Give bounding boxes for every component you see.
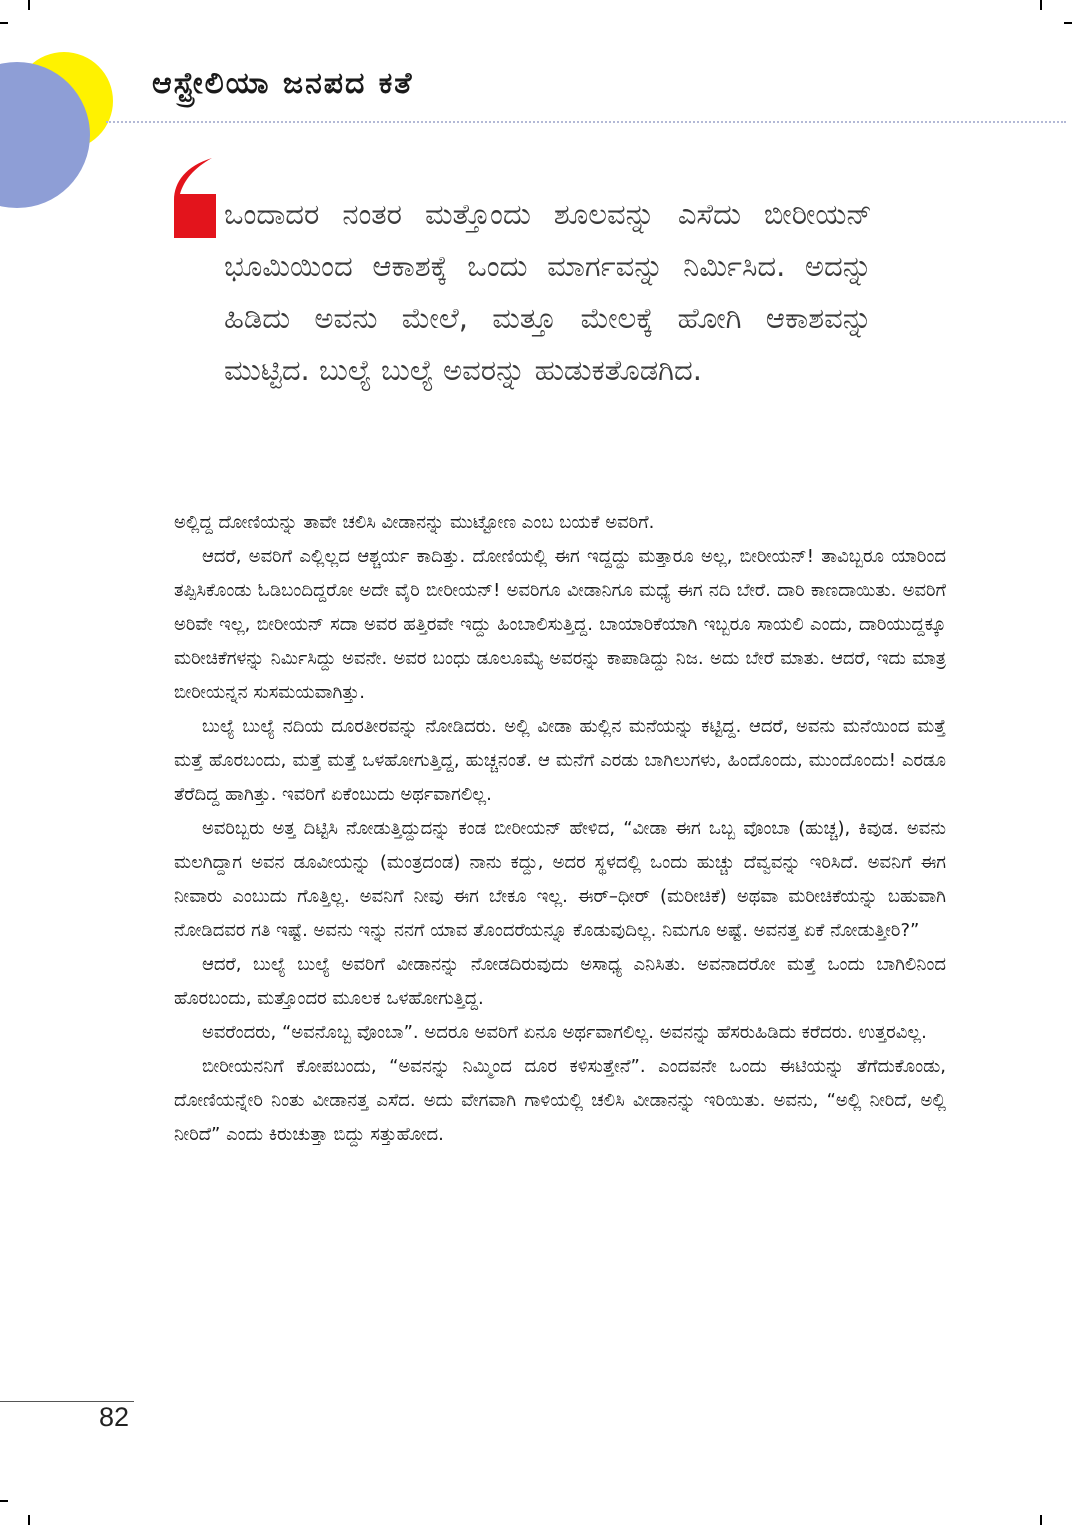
story-body [174,506,946,1152]
header-decoration [0,0,130,220]
paragraph: ಬುಲ್ಯೆ ಬುಲ್ಯೆ ನದಿಯ ದೂರತೀರವನ್ನು ನೋಡಿದರು. ಅಲ್ಲಿ ವೀಡಾ ಹುಲ್ಲಿನ ಮನೆಯನ್ನು ಕಟ್ಟಿದ್ದ. ಆದರೆ, ಅವನು ಮನೆಯಿಂದ ಮತ್ತೆ ಮತ್ತೆ ಹೊರಬಂದು, ಮತ್ತೆ ಮತ್ತೆ ಒಳಹೋಗುತ್ತಿದ್ದ, ಹುಚ್ಚನಂತೆ. ಆ ಮನೆಗೆ ಎರಡು ಬಾಗಿಲುಗಳು, ಹಿಂದೊಂದು, ಮುಂದೊಂದು! ಎರಡೂ ತೆರೆದಿದ್ದ ಹಾಗಿತ್ತು. ಇವರಿಗೆ ಏಕೆಂಬುದು ಅರ್ಥವಾಗಲಿಲ್ಲ. [174,716,946,805]
pull-quote: ಒಂದಾದರ ನಂತರ ಮತ್ತೊಂದು ಶೂಲವನ್ನು ಎಸೆದು ಬೀರೀಯನ್ ಭೂಮಿಯಿಂದ ಆಕಾಶಕ್ಕೆ ಒಂದು ಮಾರ್ಗವನ್ನು ನಿರ್ಮಿಸಿದ. ಅದನ್ನು ಹಿಡಿದು ಅವನು ಮೇಲೆ, ಮತ್ತೂ ಮೇಲಕ್ಕೆ ಹೋಗಿ ಆಕಾಶವನ್ನು ಮುಟ್ಟಿದ. ಬುಲ್ಯೆ ಬುಲ್ಯೆ ಅವರನ್ನು ಹುಡುಕತೊಡಗಿದ. [224,197,872,387]
paragraph: ಬೀರೀಯನನಿಗೆ ಕೋಪಬಂದು, “ಅವನನ್ನು ನಿಮ್ಮಿಂದ ದೂರ ಕಳಿಸುತ್ತೇನೆ”. ಎಂದವನೇ ಒಂದು ಈಟಿಯನ್ನು ತೆಗೆದುಕೊಂಡು, ದೋಣಿಯನ್ನೇರಿ ನಿಂತು ವೀಡಾನತ್ತ ಎಸೆದ. ಅದು ವೇಗವಾಗಿ ಗಾಳಿಯಲ್ಲಿ ಚಲಿಸಿ ವೀಡಾನನ್ನು ಇರಿಯಿತು. ಅವನು, “ಅಲ್ಲಿ ನೀರಿದೆ, ಅಲ್ಲಿ ನೀರಿದೆ” ಎಂದು ಕಿರುಚುತ್ತಾ ಬಿದ್ದು ಸತ್ತುಹೋದ. [174,1056,946,1145]
crop-mark [1064,22,1072,24]
paragraph: ಅವರೆಂದರು, “ಅವನೊಬ್ಬ ವೊಂಬಾ”. ಅದರೂ ಅವರಿಗೆ ಏನೂ ಅರ್ಥವಾಗಲಿಲ್ಲ. ಅವನನ್ನು ಹೆಸರುಹಿಡಿದು ಕರೆದರು. ಉತ್ತರವಿಲ್ಲ. [202,1022,927,1043]
page-number: 82 [99,1402,130,1432]
header-dotted-rule [106,121,1066,123]
paragraph: ಅವರಿಬ್ಬರು ಅತ್ತ ದಿಟ್ಟಿಸಿ ನೋಡುತ್ತಿದ್ದುದನ್ನು ಕಂಡ ಬೀರೀಯನ್ ಹೇಳಿದ, “ವೀಡಾ ಈಗ ಒಬ್ಬ ವೊಂಬಾ (ಹುಚ್ಚ), ಕಿವುಡ. ಅವನು ಮಲಗಿದ್ದಾಗ ಅವನ ಡೂವೀಯನ್ನು (ಮಂತ್ರದಂಡ) ನಾನು ಕದ್ದು, ಅದರ ಸ್ಥಳದಲ್ಲಿ ಒಂದು ಹುಚ್ಚು ದೆವ್ವವನ್ನು ಇರಿಸಿದೆ. ಅವನಿಗೆ ಈಗ ನೀವಾರು ಎಂಬುದು ಗೊತ್ತಿಲ್ಲ. ಅವನಿಗೆ ನೀವು ಈಗ ಬೇಕೂ ಇಲ್ಲ. ಈರ್–ಧೀರ್ (ಮರೀಚಿಕೆ) ಅಥವಾ ಮರೀಚಿಕೆಯನ್ನು ಬಹುವಾಗಿ ನೋಡಿದವರ ಗತಿ ಇಷ್ಟೆ. ಅವನು ಇನ್ನು ನನಗೆ ಯಾವ ತೊಂದರೆಯನ್ನೂ ಕೊಡುವುದಿಲ್ಲ. ನಿಮಗೂ ಅಷ್ಟೆ. ಅವನತ್ತ ಏಕೆ ನೋಡುತ್ತೀರಿ?” [174,818,946,941]
crop-mark [1040,1515,1042,1525]
paragraph: ಅಲ್ಲಿದ್ದ ದೋಣಿಯನ್ನು ತಾವೇ ಚಲಿಸಿ ವೀಡಾನನ್ನು ಮುಟ್ಟೋಣ ಎಂಬ ಬಯಕೆ ಅವರಿಗೆ. [174,512,655,533]
running-header-title: ಆಸ್ಟ್ರೇಲಿಯಾ ಜನಪದ ಕತೆ [152,66,414,101]
crop-mark [0,1500,8,1502]
paragraph: ಆದರೆ, ಅವರಿಗೆ ಎಲ್ಲಿಲ್ಲದ ಆಶ್ಚರ್ಯ ಕಾದಿತ್ತು. ದೋಣಿಯಲ್ಲಿ ಈಗ ಇದ್ದದ್ದು ಮತ್ತಾರೂ ಅಲ್ಲ, ಬೀರೀಯನ್! ತಾವಿಬ್ಬರೂ ಯಾರಿಂದ ತಪ್ಪಿಸಿಕೊಂಡು ಓಡಿಬಂದಿದ್ದರೋ ಅದೇ ವೈರಿ ಬೀರೀಯನ್! ಅವರಿಗೂ ವೀಡಾನಿಗೂ ಮಧ್ಯೆ ಈಗ ನದಿ ಬೇರೆ. ದಾರಿ ಕಾಣದಾಯಿತು. ಅವರಿಗೆ ಅರಿವೇ ಇಲ್ಲ, ಬೀರೀಯನ್ ಸದಾ ಅವರ ಹತ್ತಿರವೇ ಇದ್ದು ಹಿಂಬಾಲಿಸುತ್ತಿದ್ದ. ಬಾಯಾರಿಕೆಯಾಗಿ ಇಬ್ಬರೂ ಸಾಯಲಿ ಎಂದು, ದಾರಿಯುದ್ದಕ್ಕೂ ಮರೀಚಿಕೆಗಳನ್ನು ನಿರ್ಮಿಸಿದ್ದು ಅವನೇ. ಅವರ ಬಂಧು ಡೂಲೂಮ್ಯೆ ಅವರನ್ನು ಕಾಪಾಡಿದ್ದು ನಿಜ. ಅದು ಬೇರೆ ಮಾತು. ಆದರೆ, ಇದು ಮಾತ್ರ ಬೀರೀಯನ್ನನ ಸುಸಮಯವಾಗಿತ್ತು. [174,546,946,703]
crop-mark [28,1515,30,1525]
paragraph: ಆದರೆ, ಬುಲ್ಯೆ ಬುಲ್ಯೆ ಅವರಿಗೆ ವೀಡಾನನ್ನು ನೋಡದಿರುವುದು ಅಸಾಧ್ಯ ಎನಿಸಿತು. ಅವನಾದರೋ ಮತ್ತೆ ಒಂದು ಬಾಗಿಲಿನಿಂದ ಹೊರಬಂದು, ಮತ್ತೊಂದರ ಮೂಲಕ ಒಳಹೋಗುತ್ತಿದ್ದ. [174,954,946,1009]
quote-mark-icon [172,156,216,238]
crop-mark [1040,0,1042,10]
